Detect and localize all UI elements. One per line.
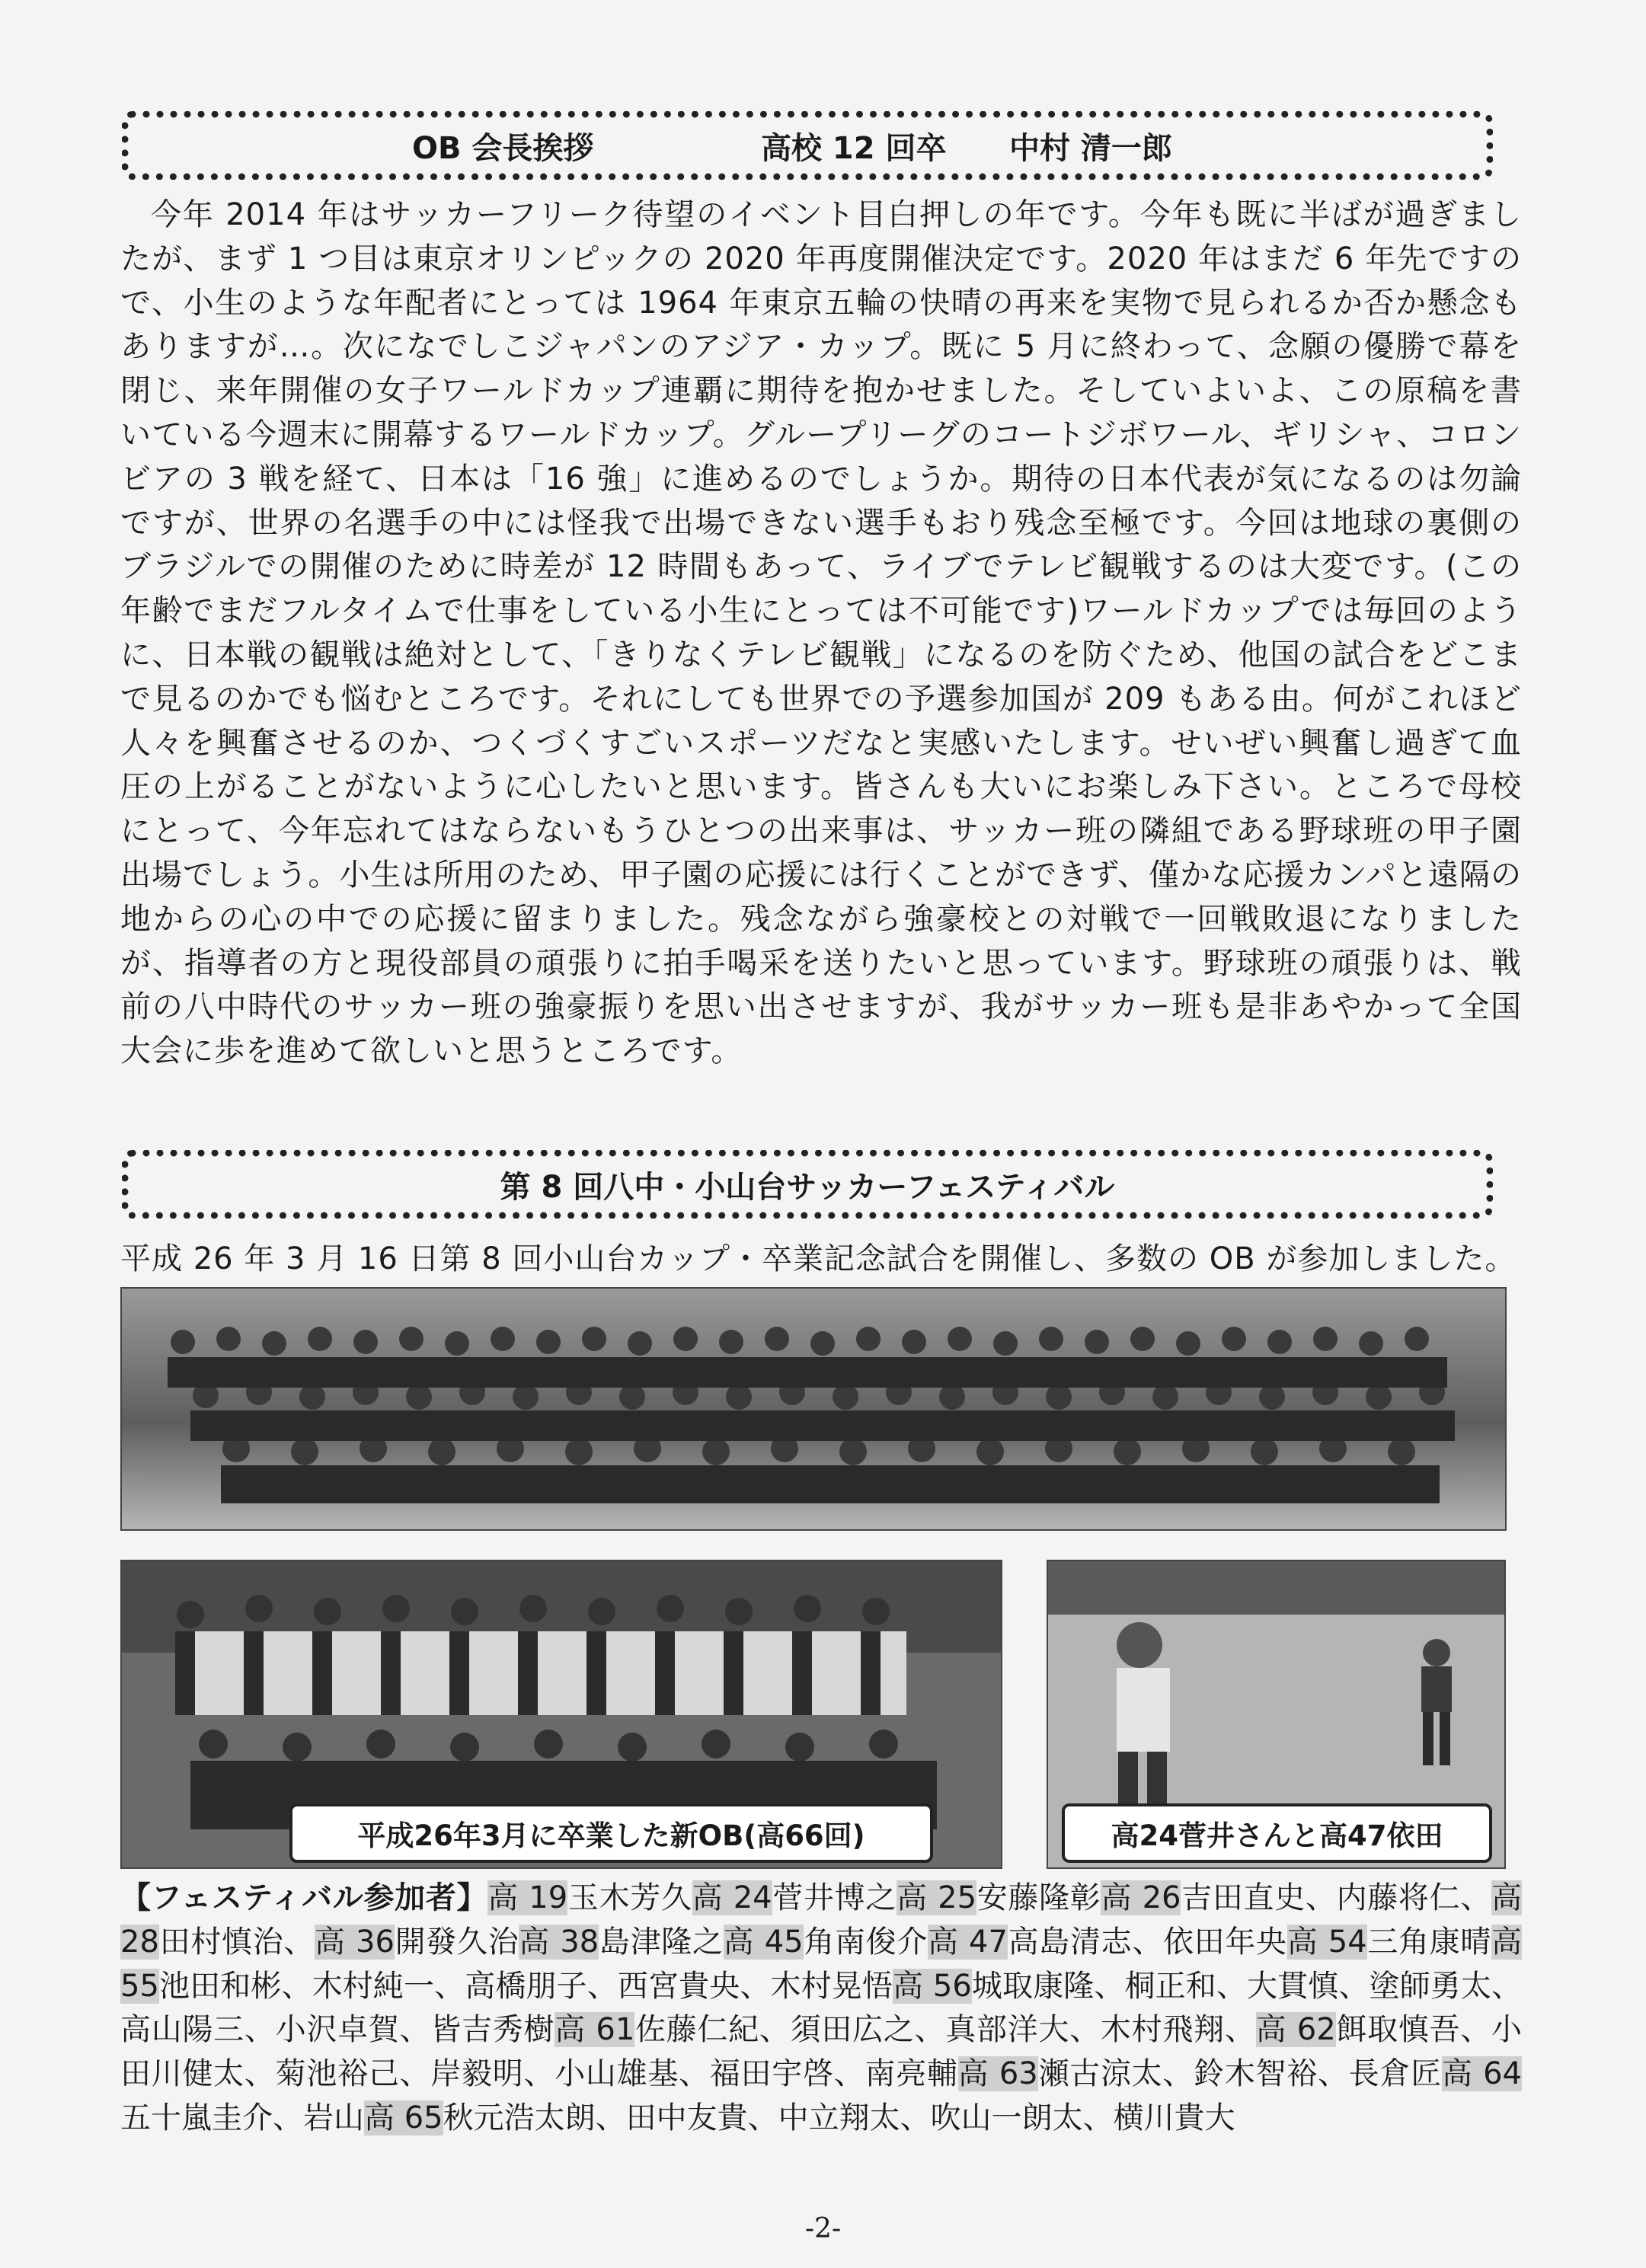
participant-names: 池田和彬、木村純一、高橋朋子、西宮貴央、木村晃悟 [158,1968,893,2004]
author-class-year: 高校 12 回卒 [761,130,947,166]
participant-names: 三角康晴 [1366,1924,1492,1960]
class-year-tag: 高 45 [723,1924,804,1960]
participant-names: 城取康隆、桐正和、大貫慎、塗師勇太、高山陽三、小沢卓賀、皆吉秀樹 [120,1968,1522,2048]
greeting-title: OB 会長挨拶 [412,130,594,166]
class-year-tag: 高 38 [519,1924,599,1960]
class-year-tag: 高 26 [1101,1880,1181,1915]
participant-names: 開發久治 [394,1924,519,1960]
festival-title: 第 8 回八中・小山台サッカーフェスティバル [500,1169,1115,1205]
festival-intro: 平成 26 年 3 月 16 日第 8 回小山台カップ・卒業記念試合を開催し、多数の OB が参加しました。 [120,1241,1517,1276]
match-play-caption: 高24菅井さんと高47依田 [1062,1803,1492,1863]
festival-header-box [122,1150,1493,1219]
page-number: -2- [804,2213,842,2244]
participant-names: 島津隆之 [599,1924,724,1960]
class-year-tag: 高 55 [120,1924,1523,2004]
participants-label: 【フェスティバル参加者】 [120,1880,488,1915]
participants-list [120,1877,1522,2141]
participant-names: 高島清志、依田年央 [1007,1924,1287,1960]
class-year-tag: 高 36 [314,1924,395,1960]
class-year-tag: 高 56 [892,1968,972,2004]
team-group-photo [120,1287,1507,1531]
participant-names: 瀬古涼太、鈴木智裕、長倉匠 [1037,2056,1442,2092]
participant-names: 菅井博之 [772,1880,897,1915]
graduates-caption: 平成26年3月に卒業した新OB(高66回) [289,1803,933,1863]
greeting-body: 今年 2014 年はサッカーフリーク待望のイベント目白押しの年です。今年も既に半ばが過ぎましたが、まず 1 つ目は東京オリンピックの 2020 年再度開催決定です。2020 年はまだ 6 年先ですので、小生のような年配者にとっては 1964 年東京五輪の快晴の再来を実物で見られるか否か懸念もありますが…。次になでしこジャパンのアジア・カップ。既に 5 月に終わって、念願の優勝で幕を閉じ、来年開催の女子ワールドカップ連覇に期待を抱かせました。そしていよいよ、この原稿を書いている今週末に開幕するワールドカップ。グループリーグのコートジボワール、ギリシャ、コロンビアの 3 戦を経て、日本は「16 強」に進めるのでしょうか。期待の日本代表が気になるのは勿論ですが、世界の名選手の中には怪我で出場できない選手もおり残念至極です。今回は地球の裏側のブラジルでの開催のために時差が 12 時間もあって、ライブでテレビ観戦するのは大変です。(この年齢でまだフルタイムで仕事をしている小生にとっては不可能です)ワールドカップでは毎回のように、日本戦の観戦は絶対として、「きりなくテレビ観戦」になるのを防ぐため、他国の試合をどこまで見るのかでも悩むところです。それにしても世界での予選参加国が 209 もある由。何がこれほど人々を興奮させるのか、つくづくすごいスポーツだなと実感いたします。せいぜい興奮し過ぎて血圧の上がることがないように心したいと思います。皆さんも大いにお楽しみ下さい。ところで母校にとって、今年忘れてはならないもうひとつの出来事は、サッカー班の隣組である野球班の甲子園出場でしょう。小生は所用のため、甲子園の応援には行くことができず、僅かな応援カンパと遠隔の地からの心の中での応援に留まりました。残念ながら強豪校との対戦で一回戦敗退になりましたが、指導者の方と現役部員の頑張りに拍手喝采を送りたいと思っています。野球班の頑張りは、戦前の八中時代のサッカー班の強豪振りを思い出させますが、我がサッカー班も是非あやかって全国大会に歩を進めて欲しいと思うところです。 [120,197,1522,1069]
class-year-tag: 高 54 [1286,1924,1367,1960]
class-year-tag: 高 24 [692,1880,772,1915]
participant-names: 玉木芳久 [567,1880,692,1915]
author-name: 中村 清一郎 [1009,130,1172,166]
team-group-photo-image [122,1289,1507,1531]
class-year-tag: 高 61 [555,2012,635,2048]
class-year-tag: 高 47 [927,1924,1008,1960]
participant-names: 吉田直史、内藤将仁、 [1181,1880,1492,1915]
participants-entries [120,1880,1522,2135]
participant-names: 田村慎治、 [158,1924,315,1960]
participant-names: 秋元浩太朗、田中友貴、中立翔太、吹山一朗太、横川貴大 [443,2100,1235,2135]
participant-names: 餌取慎吾、小田川健太、菊池裕己、岸毅明、小山雄基、福田宇啓、南亮輔 [120,2012,1523,2092]
participant-names: 角南俊介 [803,1924,928,1960]
class-year-tag: 高 62 [1255,2012,1336,2048]
class-year-tag: 高 25 [897,1880,977,1915]
class-year-tag: 高 65 [364,2100,443,2135]
participant-names: 五十嵐圭介、岩山 [120,2100,364,2135]
participant-names: 安藤隆彰 [976,1880,1101,1915]
class-year-tag: 高 28 [120,1880,1523,1960]
class-year-tag: 高 19 [487,1880,568,1915]
participant-names: 佐藤仁紀、須田広之、真部洋大、木村飛翔、 [634,2012,1256,2048]
greeting-header-box [122,111,1493,180]
class-year-tag: 高 64 [1441,2056,1523,2092]
class-year-tag: 高 63 [957,2056,1038,2092]
